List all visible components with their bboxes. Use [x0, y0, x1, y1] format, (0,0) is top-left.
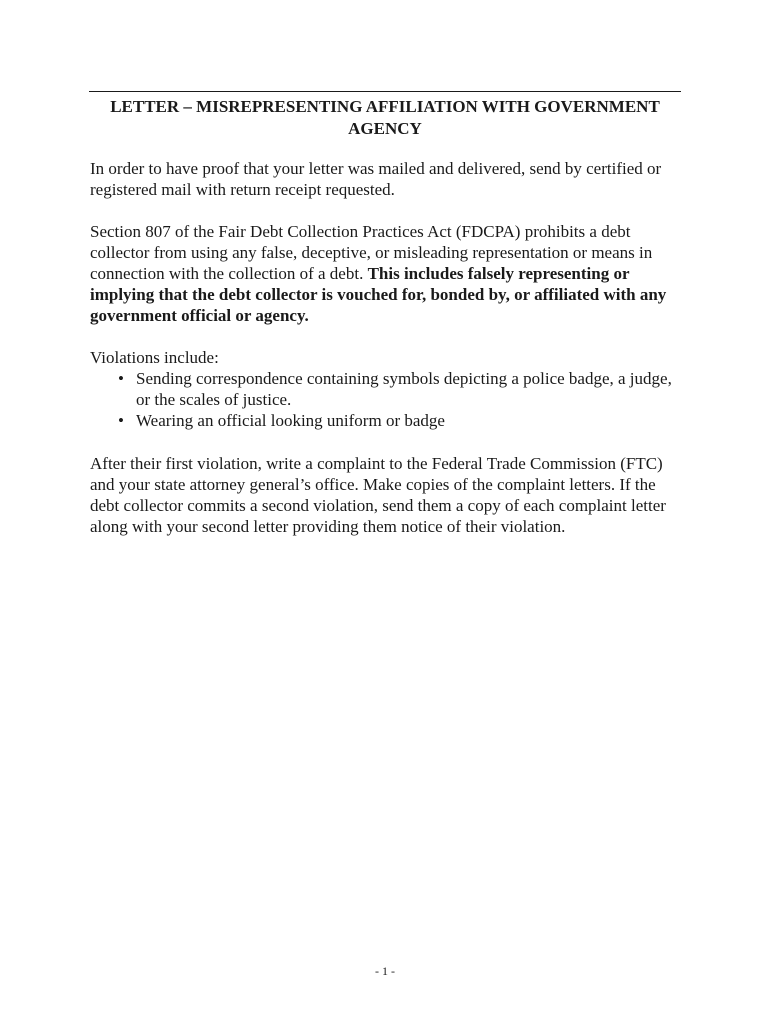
- bullet-icon: •: [118, 369, 124, 388]
- title-line-1: LETTER – MISREPRESENTING AFFILIATION WITH GOVERNMENT: [110, 97, 660, 116]
- fdcpa-section-text: Section 807 of the Fair Debt Collection Practices Act (FDCPA) prohibits a debt collector from using any false, deceptive, or misleading representation or means in connection with the collection of a debt.: [90, 222, 653, 283]
- list-item: [90, 368, 682, 410]
- list-item: [90, 410, 682, 431]
- violation-text: Wearing an official looking uniform or badge: [136, 411, 445, 430]
- fdcpa-section-emphasis: This includes falsely representing or implying that the debt collector is vouched for, bonded by, or affiliated with any government official or agency.: [90, 264, 667, 325]
- complaint-instructions-paragraph: After their first violation, write a complaint to the Federal Trade Commission (FTC) and your state attorney general’s office. Make copies of the complaint letters. If the debt collector commits a second violation, send them a copy of each complaint letter along with your second letter providing them notice of their violation.: [90, 454, 666, 536]
- violations-heading: Violations include:: [90, 348, 219, 367]
- fdcpa-section-paragraph: [90, 221, 682, 326]
- page-number: - 1 -: [375, 964, 395, 978]
- bullet-icon: •: [118, 411, 124, 430]
- top-horizontal-rule: [89, 91, 681, 92]
- violations-list: [90, 368, 682, 431]
- title-line-2: AGENCY: [348, 119, 422, 138]
- violation-text: Sending correspondence containing symbols depicting a police badge, a judge, or the scales of justice.: [136, 369, 672, 409]
- document-title: [89, 96, 681, 140]
- mailing-instructions-paragraph: In order to have proof that your letter was mailed and delivered, send by certified or registered mail with return receipt requested.: [90, 159, 662, 199]
